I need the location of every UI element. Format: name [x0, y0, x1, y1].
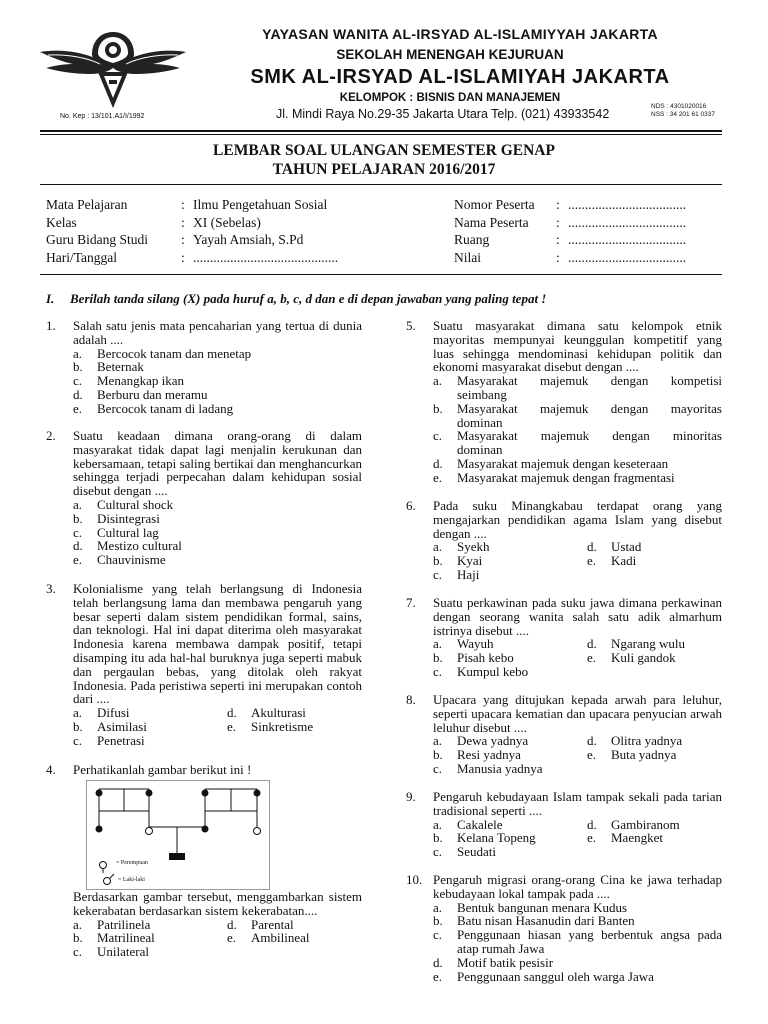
option-letter: a. [433, 636, 443, 652]
info-label: Nama Peserta [454, 214, 529, 230]
option-c[interactable] [433, 665, 587, 679]
option-text: Cakalele [457, 816, 503, 832]
option-text: Masyarakat majemuk dengan fragmentasi [457, 469, 675, 485]
option-text: Bercocok tanam di ladang [97, 400, 234, 416]
option-letter: e. [433, 968, 443, 984]
option-letter: c. [73, 373, 83, 389]
option-letter: a. [433, 373, 443, 389]
option-text-cont: seimbang [457, 386, 507, 402]
info-sep: : [181, 197, 185, 212]
option-letter: a. [433, 733, 443, 749]
foundation-name: YAYASAN WANITA AL-IRSYAD AL-ISLAMIYYAH JAKARTA [262, 26, 658, 42]
info-sep: : [556, 232, 560, 247]
question-text: Pengaruh migrasi orang-orang Cina ke jawa terhadap kebudayaan lokal tampak pada .... [433, 872, 722, 901]
option-letter: a. [433, 539, 443, 555]
option-c[interactable] [73, 374, 362, 388]
nss-code: NSS : 34 201 61 0337 [651, 111, 715, 118]
option-e[interactable] [73, 402, 362, 416]
option-letter: b. [73, 359, 83, 375]
option-a[interactable] [73, 498, 362, 512]
option-text: Kelana Topeng [457, 830, 536, 846]
option-text: Haji [457, 566, 480, 582]
option-c[interactable] [433, 845, 587, 859]
question-4-continued [46, 890, 362, 959]
option-b[interactable] [433, 651, 587, 665]
option-b[interactable] [73, 720, 227, 734]
option-b[interactable] [433, 554, 587, 568]
info-sep: : [181, 249, 185, 265]
option-text: Kyai [457, 553, 483, 569]
option-text: Cultural shock [97, 496, 174, 512]
option-a[interactable] [433, 818, 587, 832]
option-letter: c. [73, 944, 83, 960]
question-text: Upacara yang ditujukan kepada arwah para leluhur, seperti upacara kematian dan upacara penyucian arwah leluhur disebut .... [433, 692, 722, 735]
option-letter: a. [73, 496, 83, 512]
option-text: Seudati [457, 844, 496, 860]
option-text: Gambiranom [611, 816, 680, 832]
option-text: Resi yadnya [457, 747, 521, 763]
option-text: Bentuk bangunan menara Kudus [457, 899, 628, 915]
option-text: Syekh [457, 539, 490, 555]
option-text: Sinkretisme [251, 718, 314, 734]
nds-code: NDS : 4301020016 [651, 103, 707, 110]
option-e[interactable] [587, 831, 737, 845]
question-text: Pada suku Minangkabau terdapat orang yang mengajarkan pendidikan agama Islam yang disebut dengan .... [433, 498, 722, 541]
header-divider-thin [40, 134, 722, 135]
option-b[interactable] [433, 402, 722, 430]
option-text: Manusia yadnya [457, 760, 543, 776]
option-letter: e. [587, 747, 597, 763]
school-logo [38, 28, 188, 110]
option-list [433, 818, 722, 859]
option-letter: a. [73, 345, 83, 361]
option-text: Bercocok tanam dan menetap [97, 345, 252, 361]
option-text-cont: dominan [457, 442, 503, 458]
option-text-cont: atap rumah Jawa [457, 940, 545, 956]
option-b[interactable] [73, 931, 227, 945]
option-list [73, 918, 362, 959]
option-text: Chauvinisme [97, 552, 166, 568]
question-text: Perhatikanlah gambar berikut ini ! [73, 762, 252, 777]
option-a[interactable] [433, 734, 587, 748]
option-letter: b. [433, 913, 443, 929]
option-letter: d. [227, 705, 237, 721]
option-letter: e. [227, 718, 237, 734]
option-text: Batu nisan Hasanudin dari Banten [457, 913, 635, 929]
title-divider [40, 184, 722, 185]
option-d[interactable] [227, 706, 377, 720]
option-letter: d. [587, 539, 597, 555]
option-letter: d. [587, 733, 597, 749]
option-letter: d. [587, 816, 597, 832]
info-sep: : [181, 214, 185, 230]
info-label: Nilai [454, 249, 481, 265]
option-a[interactable] [433, 901, 722, 915]
option-list [433, 637, 722, 678]
option-text: Unilateral [97, 944, 149, 960]
option-d[interactable] [433, 956, 722, 970]
question-text: Suatu keadaan dimana orang-orang di dalam masyarakat tidak dapat lagi menjalin kerukunan dan kebersamaan, tetapi saling bertikai dan menghancurkan sehingga terjadi perpecahan dalam kehidupan sosial disebut dengan .... [73, 428, 362, 499]
question-number: 6. [406, 498, 416, 513]
option-text: Cultural lag [97, 524, 159, 540]
option-letter: d. [73, 538, 83, 554]
info-label: Ruang [454, 232, 490, 247]
info-row-participant-number [454, 196, 686, 214]
info-value: ................................... [568, 232, 687, 247]
legend-female: = Perempuan [116, 860, 148, 866]
option-text: Akulturasi [251, 705, 306, 721]
question-text: Suatu perkawinan pada suku jawa dimana perkawinan dengan seorang wanita salah satu adik almarhum istrinya disebut .... [433, 595, 722, 638]
question-7 [406, 596, 722, 679]
option-c[interactable] [433, 429, 722, 457]
option-text: Penggunaan hiasan yang berbentuk angsa pada [457, 927, 722, 943]
info-divider [40, 274, 722, 275]
option-d[interactable] [73, 539, 362, 553]
option-letter: e. [587, 830, 597, 846]
instruction [46, 291, 546, 307]
option-letter: b. [73, 510, 83, 526]
option-text: Ustad [611, 539, 642, 555]
question-number: 1. [46, 318, 56, 333]
option-text: Berburu dan meramu [97, 386, 208, 402]
info-label: Kelas [46, 214, 77, 230]
option-letter: a. [433, 899, 443, 915]
info-value: XI (Sebelas) [193, 214, 261, 230]
option-e[interactable] [227, 931, 377, 945]
exam-info-right [454, 196, 686, 266]
question-8 [406, 693, 722, 776]
question-number: 2. [46, 428, 56, 443]
option-text: Parental [251, 916, 294, 932]
option-text: Ngarang wulu [611, 636, 686, 652]
option-text: Buta yadnya [611, 747, 677, 763]
option-text: Olitra yadnya [611, 733, 683, 749]
info-row-score [454, 249, 686, 267]
option-b[interactable] [433, 914, 722, 928]
info-row-class [46, 214, 338, 232]
option-e[interactable] [433, 471, 722, 485]
kinship-diagram-svg [87, 781, 269, 889]
question-6 [406, 499, 722, 582]
option-text: Matrilineal [97, 930, 155, 946]
option-letter: c. [433, 663, 443, 679]
question-number: 4. [46, 762, 56, 777]
option-d[interactable] [587, 818, 737, 832]
option-letter: d. [587, 636, 597, 652]
option-letter: d. [73, 386, 83, 402]
info-row-subject [46, 196, 338, 214]
question-5 [406, 319, 722, 485]
option-d[interactable] [73, 388, 362, 402]
option-text-cont: dominan [457, 414, 503, 430]
question-2 [46, 429, 362, 567]
option-d[interactable] [587, 637, 737, 651]
option-text: Penetrasi [97, 732, 145, 748]
exam-year: TAHUN PELAJARAN 2016/2017 [272, 161, 496, 178]
school-codes [651, 103, 715, 119]
option-d[interactable] [587, 540, 737, 554]
option-text: Dewa yadnya [457, 733, 529, 749]
info-sep: : [181, 232, 185, 247]
question-4 [46, 763, 362, 777]
legend-male: = Laki-laki [118, 877, 145, 883]
option-text: Difusi [97, 705, 130, 721]
option-letter: a. [433, 816, 443, 832]
option-d[interactable] [433, 457, 722, 471]
option-letter: b. [433, 650, 443, 666]
option-text: Kuli gandok [611, 650, 676, 666]
option-a[interactable] [433, 374, 722, 402]
option-c[interactable] [73, 945, 227, 959]
option-letter: d. [433, 954, 443, 970]
option-letter: e. [587, 553, 597, 569]
option-text: Asimilasi [97, 718, 147, 734]
info-label: Guru Bidang Studi [46, 232, 149, 247]
option-a[interactable] [73, 706, 227, 720]
option-text: Disintegrasi [97, 510, 160, 526]
info-sep: : [556, 249, 560, 265]
info-value: ................................... [568, 249, 687, 265]
info-value: Yayah Amsiah, S.Pd [193, 232, 304, 247]
option-letter: b. [73, 930, 83, 946]
info-row-date [46, 249, 338, 267]
option-text: Masyarakat majemuk dengan minoritas [457, 428, 722, 444]
option-b[interactable] [73, 512, 362, 526]
question-number: 10. [406, 872, 423, 887]
instruction-text: Berilah tanda silang (X) pada huruf a, b, c, d dan e di depan jawaban yang paling tepat ! [70, 291, 547, 306]
option-text: Masyarakat majemuk dengan kompetisi [457, 373, 722, 389]
option-letter: c. [73, 732, 83, 748]
option-letter: c. [433, 566, 443, 582]
option-text: Masyarakat majemuk dengan keseteraan [457, 455, 669, 471]
school-address: Jl. Mindi Raya No.29-35 Jakarta Utara Telp. (021) 43933542 [276, 107, 610, 121]
option-c[interactable] [433, 568, 587, 582]
option-list [433, 374, 722, 484]
option-e[interactable] [587, 748, 737, 762]
option-c[interactable] [73, 526, 362, 540]
option-c[interactable] [73, 734, 227, 748]
option-d[interactable] [227, 918, 377, 932]
question-10 [406, 873, 722, 983]
instruction-number: I. [46, 291, 55, 306]
option-a[interactable] [433, 637, 587, 651]
question-number: 9. [406, 789, 416, 804]
option-list [73, 347, 362, 416]
info-value: ................................... [568, 197, 687, 212]
school-group: KELOMPOK : BISNIS DAN MANAJEMEN [339, 92, 561, 104]
question-number: 5. [406, 318, 416, 333]
info-value: ................................... [568, 214, 687, 230]
question-number: 8. [406, 692, 416, 707]
question-3 [46, 582, 362, 748]
option-text: Masyarakat majemuk dengan mayoritas [457, 400, 722, 416]
question-1 [46, 319, 362, 416]
descendant-marker [169, 853, 185, 860]
info-label: Hari/Tanggal [46, 249, 118, 265]
info-label: Mata Pelajaran [46, 197, 128, 212]
option-b[interactable] [73, 360, 362, 374]
info-row-participant-name [454, 214, 686, 232]
option-e[interactable] [433, 970, 722, 984]
option-letter: a. [73, 705, 83, 721]
option-text: Maengket [611, 830, 663, 846]
option-e[interactable] [587, 554, 737, 568]
decree-number: No. Kep : 13/101.A1/I/1992 [60, 113, 145, 120]
info-row-room [454, 231, 686, 249]
option-letter: e. [587, 650, 597, 666]
option-text: Motif batik pesisir [457, 954, 554, 970]
option-letter: c. [433, 844, 443, 860]
option-list [73, 706, 362, 747]
option-text: Kadi [611, 553, 637, 569]
option-letter: b. [433, 830, 443, 846]
info-label: Nomor Peserta [454, 197, 535, 212]
option-a[interactable] [73, 347, 362, 361]
option-text: Beternak [97, 359, 144, 375]
option-letter: a. [73, 916, 83, 932]
option-letter: d. [227, 916, 237, 932]
option-list [433, 901, 722, 984]
school-name: SMK AL-IRSYAD AL-ISLAMIYAH JAKARTA [250, 66, 670, 88]
option-c[interactable] [433, 928, 722, 956]
option-letter: b. [73, 718, 83, 734]
option-e[interactable] [73, 553, 362, 567]
option-a[interactable] [73, 918, 227, 932]
school-type: SEKOLAH MENENGAH KEJURUAN [336, 47, 564, 62]
option-text: Patrilinela [97, 916, 151, 932]
option-letter: c. [433, 760, 443, 776]
exam-title: LEMBAR SOAL ULANGAN SEMESTER GENAP [213, 142, 555, 159]
question-text: Suatu masyarakat dimana satu kelompok etnik mayoritas mempunyai keunggulan kompetitif yang luas sehingga mendominasi kehidupan politik dan ekonomi masyarakat disebut dengan .... [433, 318, 722, 375]
kinship-diagram [86, 780, 270, 890]
question-number: 3. [46, 581, 56, 596]
option-letter: e. [73, 552, 83, 568]
question-text: Salah satu jenis mata pencaharian yang tertua di dunia adalah .... [73, 318, 362, 347]
info-row-teacher [46, 231, 338, 249]
option-letter: b. [433, 400, 443, 416]
option-letter: b. [433, 553, 443, 569]
option-letter: c. [433, 428, 443, 444]
option-text: Kumpul kebo [457, 663, 529, 679]
option-text: Penggunaan sanggul oleh warga Jawa [457, 968, 654, 984]
option-text: Menangkap ikan [97, 373, 185, 389]
option-letter: b. [433, 747, 443, 763]
question-text-2: Berdasarkan gambar tersebut, menggambarkan sistem kekerabatan berdasarkan sistem kekerabatan.... [73, 889, 362, 918]
question-9 [406, 790, 722, 859]
option-text: Wayuh [457, 636, 494, 652]
question-text: Kolonialisme yang telah berlangsung di Indonesia telah berlangsung lama dan membawa pengaruh yang besar seperti dalam sistem pendidikan formal, sains, dan teknologi. Hal ini dapat diterima oleh masyarakat Indonesia karena membawa dampak positif, tetapi disamping itu ada hal-hal buruknya juga seperti mabuk dan pergaulan bebas, yang ditolak oleh rakyat Indonesia. Pada peristiwa seperti ini merupakan contoh dari .... [73, 581, 362, 707]
exam-info-left [46, 196, 338, 266]
option-letter: e. [433, 469, 443, 485]
option-text: Mestizo cultural [97, 538, 182, 554]
option-c[interactable] [433, 762, 587, 776]
option-e[interactable] [587, 651, 737, 665]
question-text: Pengaruh kebudayaan Islam tampak sekali pada tarian tradisional seperti .... [433, 789, 722, 818]
info-value: ........................................... [193, 249, 339, 265]
option-e[interactable] [227, 720, 377, 734]
option-letter: e. [73, 400, 83, 416]
info-value: Ilmu Pengetahuan Sosial [193, 197, 328, 212]
option-list [433, 734, 722, 775]
info-sep: : [556, 214, 560, 230]
option-letter: c. [73, 524, 83, 540]
option-text: Pisah kebo [457, 650, 514, 666]
option-list [73, 498, 362, 567]
question-number: 7. [406, 595, 416, 610]
option-d[interactable] [587, 734, 737, 748]
option-b[interactable] [433, 748, 587, 762]
option-text: Ambilineal [251, 930, 310, 946]
option-letter: d. [433, 455, 443, 471]
option-letter: c. [433, 927, 443, 943]
option-a[interactable] [433, 540, 587, 554]
option-list [433, 540, 722, 581]
option-b[interactable] [433, 831, 587, 845]
header-divider [40, 130, 722, 132]
info-sep: : [556, 197, 560, 212]
option-letter: e. [227, 930, 237, 946]
